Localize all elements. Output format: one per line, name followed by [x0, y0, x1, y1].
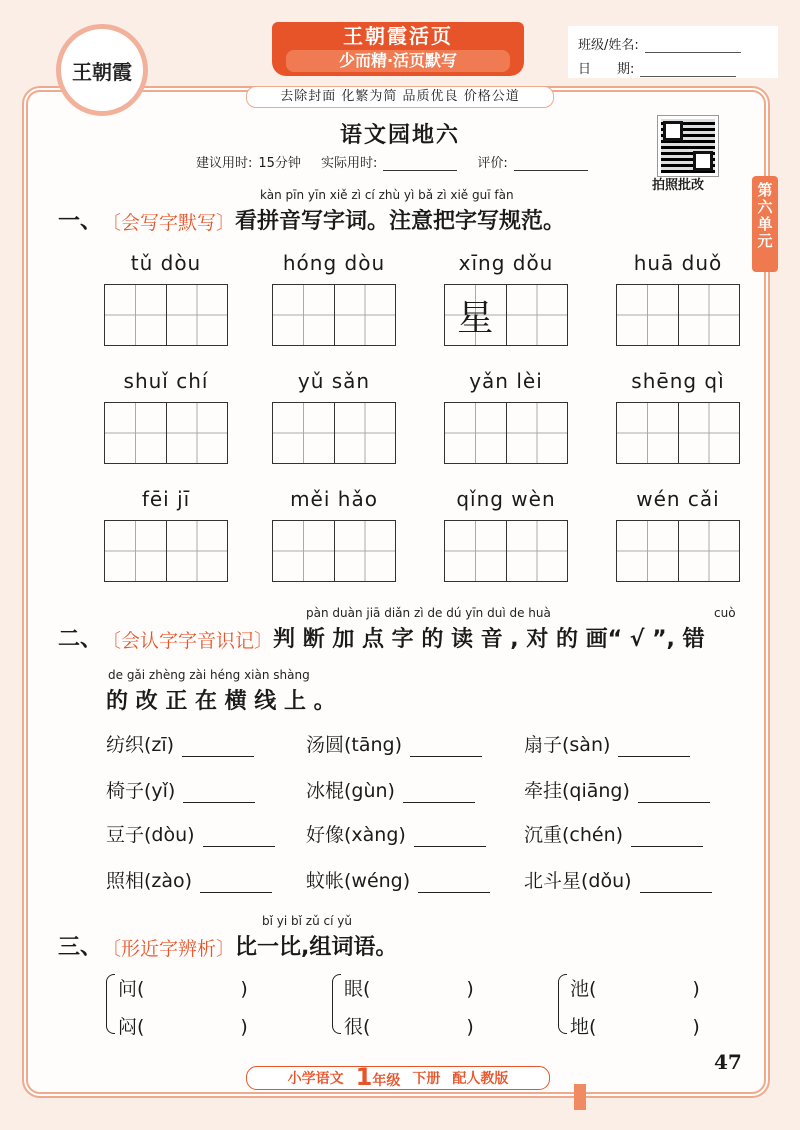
word-box-group	[272, 366, 396, 464]
word-with-pinyin: 汤圆(tāng)	[306, 734, 403, 756]
word-pinyin: qǐng wèn	[456, 487, 556, 511]
writing-cell[interactable]	[445, 285, 506, 345]
footer-badge	[246, 1063, 550, 1091]
tianzige-box	[444, 402, 568, 464]
word-pinyin: fēi jī	[141, 487, 191, 511]
word-box-group	[444, 484, 568, 582]
written-character	[679, 521, 740, 581]
written-character	[507, 403, 568, 463]
char-close: )	[692, 978, 700, 1000]
word-with-pinyin: 好像(xàng)	[306, 824, 406, 846]
word-with-pinyin: 沉重(chén)	[524, 824, 624, 846]
writing-cell[interactable]	[334, 403, 396, 463]
time-info	[196, 152, 602, 171]
writing-cell[interactable]	[334, 521, 396, 581]
pronunciation-item	[106, 866, 272, 893]
char-row	[118, 970, 248, 1008]
actual-time-field[interactable]	[383, 156, 457, 171]
section1-tag: 〔会写字默写〕	[102, 212, 236, 234]
footer-grade-label: 年级	[372, 1073, 401, 1089]
word-pinyin: huā duǒ	[633, 251, 723, 275]
page-number: 47	[714, 1050, 742, 1074]
tianzige-box	[272, 402, 396, 464]
brace-icon	[332, 974, 341, 1034]
written-character	[167, 285, 228, 345]
char-open: 地(	[570, 1016, 597, 1038]
word-with-pinyin: 扇子(sàn)	[524, 734, 611, 756]
section3-instruction: 比一比,组词语。	[235, 935, 398, 960]
char-pair	[344, 970, 474, 1046]
word-box-group	[616, 366, 740, 464]
section2-instruction-line1: 判 断 加 点 字 的 读 音 , 对 的 画“ √ ”, 错	[273, 627, 705, 652]
pronunciation-item	[524, 866, 712, 893]
section3-header	[58, 930, 397, 961]
char-close: )	[466, 1016, 474, 1038]
answer-space[interactable]	[144, 1008, 240, 1046]
word-pinyin: shuǐ chí	[123, 369, 209, 393]
answer-blank[interactable]	[618, 738, 690, 757]
rating-label: 评价:	[477, 156, 508, 171]
answer-blank[interactable]	[631, 828, 703, 847]
writing-cell[interactable]	[273, 285, 334, 345]
char-row	[570, 970, 700, 1008]
word-box-group	[616, 248, 740, 346]
char-pair	[570, 970, 700, 1046]
section1-instruction: 看拼音写字词。注意把字写规范。	[235, 209, 566, 234]
qr-code-icon[interactable]	[658, 116, 718, 176]
written-character	[105, 521, 166, 581]
answer-blank[interactable]	[418, 874, 490, 893]
written-character	[335, 403, 396, 463]
actual-time-label: 实际用时:	[320, 156, 378, 171]
pronunciation-item	[106, 820, 275, 847]
writing-cell[interactable]	[678, 521, 740, 581]
answer-space[interactable]	[596, 1008, 692, 1046]
pronunciation-item	[106, 776, 255, 803]
answer-space[interactable]	[370, 970, 466, 1008]
brand-banner	[272, 22, 524, 76]
word-with-pinyin: 牵挂(qiāng)	[524, 780, 630, 802]
answer-blank[interactable]	[414, 828, 486, 847]
written-character	[273, 403, 334, 463]
writing-cell[interactable]	[678, 285, 740, 345]
slogan: 去除封面 化繁为简 品质优良 价格公道	[246, 86, 554, 108]
tianzige-box	[272, 520, 396, 582]
word-box-group	[272, 248, 396, 346]
char-close: )	[240, 978, 248, 1000]
written-character	[679, 403, 740, 463]
word-box-group	[104, 484, 228, 582]
word-box-group	[444, 248, 568, 346]
tianzige-box	[104, 520, 228, 582]
tianzige-box	[616, 520, 740, 582]
word-box-group	[272, 484, 396, 582]
written-character	[617, 285, 678, 345]
brace-icon	[558, 974, 567, 1034]
char-row	[118, 1008, 248, 1046]
word-box-group	[444, 366, 568, 464]
word-with-pinyin: 北斗星(dǒu)	[524, 870, 632, 892]
pronunciation-item	[524, 820, 703, 847]
section2-instruction-pinyin: pàn duàn jiā diǎn zì de dú yīn duì de huà	[306, 606, 551, 620]
char-pair	[118, 970, 248, 1046]
writing-cell[interactable]	[105, 285, 166, 345]
written-character	[335, 521, 396, 581]
section3-tag: 〔形近字辨析〕	[102, 938, 236, 960]
word-with-pinyin: 纺织(zī)	[106, 734, 175, 756]
written-character	[105, 285, 166, 345]
written-character	[617, 403, 678, 463]
binding-mark	[574, 1084, 586, 1110]
word-pinyin: yǎn lèi	[469, 369, 543, 393]
word-with-pinyin: 豆子(dòu)	[106, 824, 195, 846]
answer-blank[interactable]	[638, 784, 710, 803]
date-label: 日 期:	[578, 62, 635, 77]
tianzige-box	[272, 284, 396, 346]
brand-subtitle: 少而精·活页默写	[286, 50, 510, 72]
answer-blank[interactable]	[203, 828, 275, 847]
unit-side-tab: 第六单元	[752, 176, 778, 272]
answer-blank[interactable]	[182, 738, 254, 757]
word-pinyin: yǔ sǎn	[297, 369, 371, 393]
footer-grade: 1	[355, 1063, 373, 1091]
section2-instruction-pinyin-end: cuò	[714, 606, 736, 620]
char-open: 眼(	[344, 978, 371, 1000]
answer-blank[interactable]	[410, 738, 482, 757]
answer-space[interactable]	[596, 970, 692, 1008]
class-name-field[interactable]	[645, 38, 741, 53]
word-pinyin: wén cǎi	[636, 487, 720, 511]
written-character: 星	[457, 297, 494, 339]
answer-blank[interactable]	[403, 784, 475, 803]
student-info-box	[568, 26, 778, 78]
section1-header	[58, 204, 565, 235]
written-character	[679, 285, 740, 345]
word-box-group	[104, 366, 228, 464]
word-box-group	[104, 248, 228, 346]
char-row	[344, 970, 474, 1008]
written-character	[335, 285, 396, 345]
writing-cell[interactable]	[273, 403, 334, 463]
char-open: 池(	[570, 978, 597, 1000]
writing-cell[interactable]	[334, 285, 396, 345]
word-pinyin: měi hǎo	[290, 487, 378, 511]
pronunciation-item	[524, 776, 710, 803]
word-with-pinyin: 椅子(yǐ)	[106, 780, 176, 802]
footer-subject: 小学语文	[287, 1071, 344, 1087]
writing-cell[interactable]	[166, 521, 228, 581]
char-close: )	[240, 1016, 248, 1038]
written-character	[273, 285, 334, 345]
char-close: )	[466, 978, 474, 1000]
char-close: )	[692, 1016, 700, 1038]
written-character	[617, 521, 678, 581]
writing-cell[interactable]	[273, 521, 334, 581]
tianzige-box	[104, 284, 228, 346]
writing-cell[interactable]	[617, 285, 678, 345]
pronunciation-item	[306, 776, 475, 803]
written-character	[445, 521, 506, 581]
section1-number: 一、	[58, 209, 103, 234]
pronunciation-item	[306, 866, 490, 893]
writing-cell[interactable]	[506, 521, 568, 581]
written-character	[507, 521, 568, 581]
word-pinyin: hóng dòu	[282, 251, 386, 275]
section2-instruction-line2: 的 改 正 在 横 线 上 。	[106, 689, 336, 714]
writing-cell[interactable]	[166, 285, 228, 345]
written-character	[507, 285, 568, 345]
answer-blank[interactable]	[183, 784, 255, 803]
char-open: 闷(	[118, 1016, 145, 1038]
suggested-time-value: 15分钟	[258, 156, 301, 171]
tianzige-box	[616, 284, 740, 346]
brace-icon	[106, 974, 115, 1034]
writing-cell[interactable]	[445, 403, 506, 463]
writing-cell[interactable]	[617, 403, 678, 463]
section2-number: 二、	[58, 627, 103, 652]
date-field[interactable]	[640, 62, 736, 77]
word-pinyin: tǔ dòu	[130, 251, 202, 275]
page-title: 语文园地六	[339, 123, 460, 148]
pronunciation-item	[524, 730, 690, 757]
writing-cell[interactable]	[617, 521, 678, 581]
writing-cell[interactable]	[506, 285, 568, 345]
word-with-pinyin: 蚊帐(wéng)	[306, 870, 411, 892]
footer-volume: 下册	[412, 1071, 441, 1087]
char-row	[344, 1008, 474, 1046]
section3-number: 三、	[58, 935, 103, 960]
qr-label: 拍照批改	[652, 178, 705, 193]
word-with-pinyin: 冰棍(gùn)	[306, 780, 395, 802]
writing-cell[interactable]	[445, 521, 506, 581]
writing-cell[interactable]	[105, 403, 166, 463]
suggested-time-label: 建议用时:	[196, 156, 253, 171]
written-character	[273, 521, 334, 581]
answer-space[interactable]	[144, 970, 240, 1008]
answer-blank[interactable]	[200, 874, 272, 893]
answer-blank[interactable]	[640, 874, 712, 893]
logo-text: 王朝霞	[72, 59, 132, 84]
written-character	[445, 403, 506, 463]
pronunciation-item	[306, 820, 486, 847]
char-open: 问(	[118, 978, 145, 1000]
footer-edition: 配人教版	[452, 1071, 509, 1087]
word-with-pinyin: 照相(zào)	[106, 870, 193, 892]
answer-space[interactable]	[370, 1008, 466, 1046]
writing-cell[interactable]	[166, 403, 228, 463]
written-character	[105, 403, 166, 463]
rating-field[interactable]	[514, 156, 588, 171]
writing-cell[interactable]	[678, 403, 740, 463]
tianzige-box	[444, 520, 568, 582]
word-pinyin: shēng qì	[631, 369, 725, 393]
char-row	[570, 1008, 700, 1046]
tianzige-box	[616, 402, 740, 464]
section2-tag: 〔会认字字音识记〕	[102, 630, 274, 652]
word-box-group	[616, 484, 740, 582]
tianzige-box	[444, 284, 568, 346]
written-character	[167, 521, 228, 581]
tianzige-box	[104, 402, 228, 464]
section1-instruction-pinyin: kàn pīn yīn xiě zì cí zhù yì bǎ zì xiě guī fàn	[260, 188, 514, 202]
brand-title: 王朝霞活页	[343, 24, 453, 48]
brand-logo	[56, 24, 148, 116]
char-open: 很(	[344, 1016, 371, 1038]
pronunciation-item	[306, 730, 482, 757]
writing-cell[interactable]	[506, 403, 568, 463]
pronunciation-item	[106, 730, 254, 757]
written-character	[167, 403, 228, 463]
section2-header	[58, 622, 705, 653]
writing-cell[interactable]	[105, 521, 166, 581]
class-name-label: 班级/姓名:	[578, 38, 639, 53]
word-pinyin: xīng dǒu	[458, 251, 554, 275]
section3-instruction-pinyin: bǐ yi bǐ zǔ cí yǔ	[262, 914, 352, 928]
section2-line2-pinyin: de gǎi zhèng zài héng xiàn shàng	[108, 668, 310, 682]
